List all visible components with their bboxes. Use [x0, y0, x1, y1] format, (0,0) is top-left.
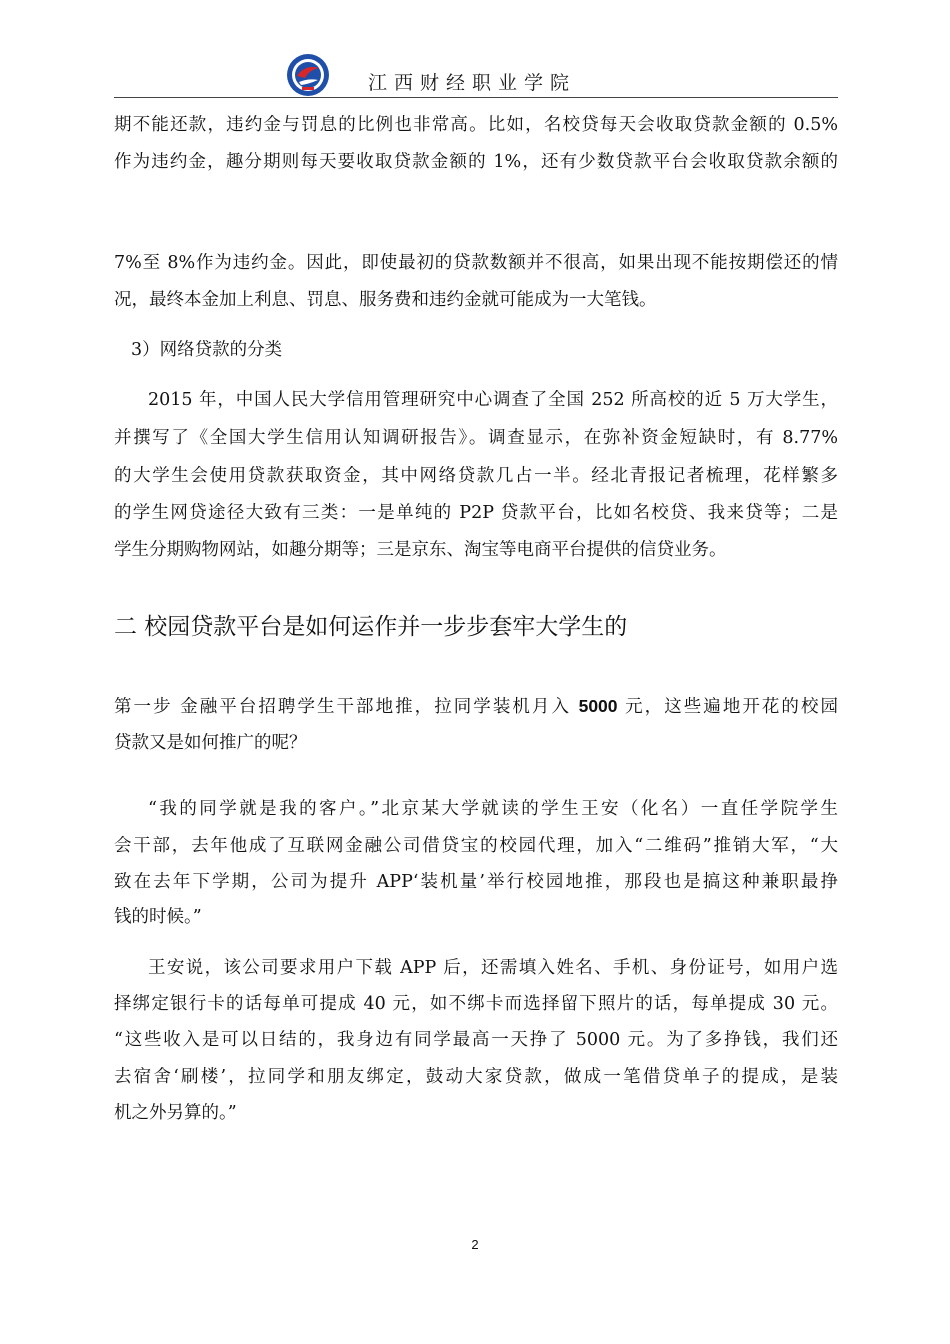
header-rule	[114, 97, 838, 98]
school-name: 江西财经职业学院	[368, 72, 577, 94]
paragraph-line: 会干部，去年他成了互联网金融公司借贷宝的校园代理，加入“二维码”推销大军，“大	[114, 836, 838, 856]
paragraph-line: 去宿舍‘刷楼’，拉同学和朋友绑定，鼓动大家贷款，做成一笔借贷单子的提成，是装	[114, 1067, 838, 1087]
sub-heading: 3）网络贷款的分类	[131, 340, 283, 360]
page-number: 2	[471, 1237, 479, 1252]
step-text: 第一步 金融平台招聘学生干部地推，拉同学装机月入	[114, 697, 579, 717]
step-line: 贷款又是如何推广的呢？	[114, 733, 307, 753]
paragraph-line: 2015 年，中国人民大学信用管理研究中心调查了全国 252 所高校的近 5 万大学生，	[148, 390, 838, 410]
paragraph-line: 学生分期购物网站，如趣分期等；三是京东、淘宝等电商平台提供的信贷业务。	[114, 540, 727, 560]
paragraph-line: “我的同学就是我的客户。”北京某大学就读的学生王安（化名）一直任学院学生	[148, 799, 838, 819]
paragraph-line: 择绑定银行卡的话每单可提成 40 元，如不绑卡而选择留下照片的话，每单提成 30 元。	[114, 994, 838, 1014]
page-header	[0, 52, 950, 102]
paragraph-line: 致在去年下学期，公司为提升 APP‘装机量’举行校园地推，那段也是搞这种兼职最挣	[114, 872, 838, 892]
paragraph-line: 的大学生会使用贷款获取资金，其中网络贷款几占一半。经北青报记者梳理，花样繁多	[114, 466, 838, 486]
paragraph-line: 7%至 8%作为违约金。因此，即使最初的贷款数额并不很高，如果出现不能按期偿还的情	[114, 253, 838, 273]
step-line	[114, 694, 838, 719]
paragraph-line: “这些收入是可以日结的，我身边有同学最高一天挣了 5000 元。为了多挣钱，我们还	[114, 1030, 838, 1050]
paragraph-line: 的学生网贷途径大致有三类：一是单纯的 P2P 贷款平台，比如名校贷、我来贷等；二是	[114, 503, 838, 523]
paragraph-line: 王安说，该公司要求用户下载 APP 后，还需填入姓名、手机、身份证号，如用户选	[148, 958, 838, 978]
step-text: 元，这些遍地开花的校园	[617, 697, 839, 717]
college-emblem-icon	[285, 52, 331, 98]
paragraph-line: 期不能还款，违约金与罚息的比例也非常高。比如，名校贷每天会收取贷款金额的 0.5%	[114, 115, 838, 135]
paragraph-line: 况，最终本金加上利息、罚息、服务费和违约金就可能成为一大笔钱。	[114, 290, 657, 310]
step-amount: 5000	[578, 696, 618, 716]
paragraph-line: 钱的时候。”	[114, 907, 202, 927]
paragraph-line: 机之外另算的。”	[114, 1103, 237, 1123]
paragraph-line: 作为违约金，趣分期则每天要收取贷款金额的 1%，还有少数贷款平台会收取贷款余额的	[114, 152, 838, 172]
section-heading: 二 校园贷款平台是如何运作并一步步套牢大学生的	[114, 614, 628, 640]
paragraph-line: 并撰写了《全国大学生信用认知调研报告》。调查显示，在弥补资金短缺时，有 8.77%	[114, 428, 838, 448]
